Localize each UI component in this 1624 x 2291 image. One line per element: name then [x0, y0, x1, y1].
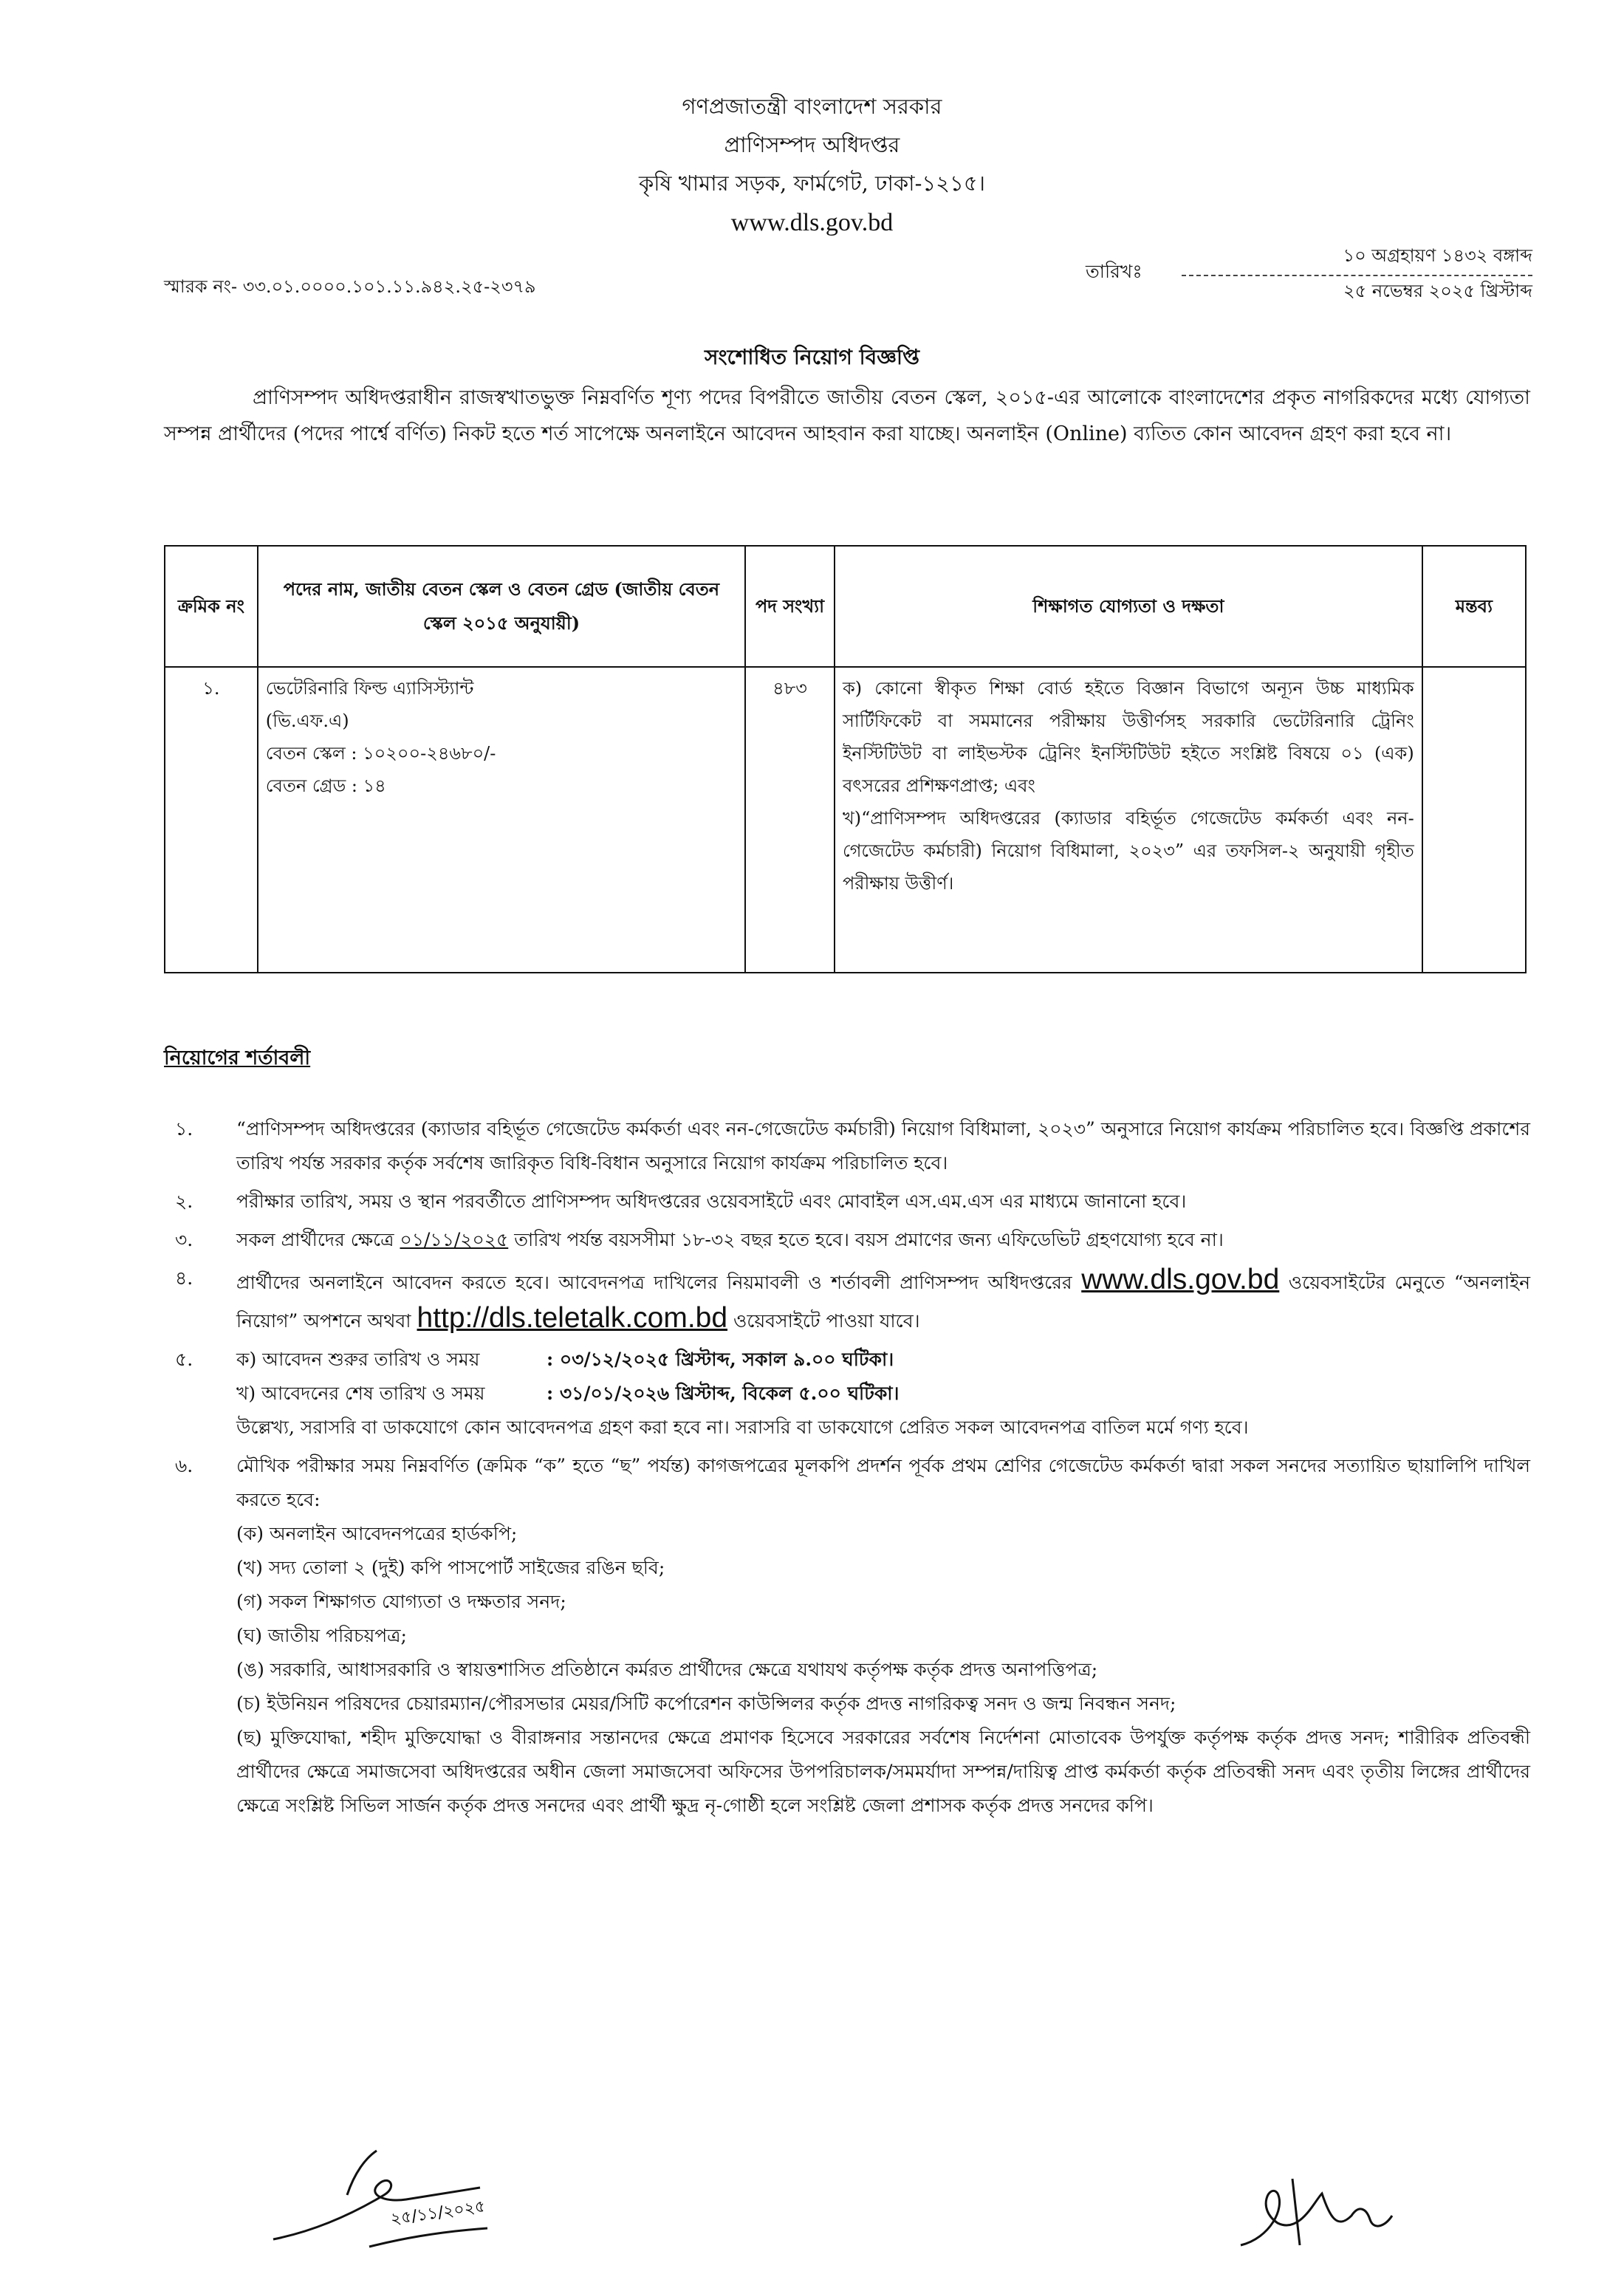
intro-paragraph	[164, 380, 1530, 452]
condition-number: ২.	[175, 1191, 193, 1212]
condition-number: ১.	[175, 1118, 193, 1140]
teletalk-website-link[interactable]: http://dls.teletalk.com.bd	[417, 1302, 728, 1334]
condition-number: ৬.	[175, 1455, 193, 1476]
online-apply-text: প্রার্থীদের অনলাইনে আবেদন করতে হবে। আবেদনপত্র দাখিলের নিয়মাবলী ও শর্তাবলী প্রাণিসম্পদ অধিদপ্তরের	[236, 1272, 1072, 1293]
documents-intro: মৌখিক পরীক্ষার সময় নিম্নবর্ণিত (ক্রমিক “ক” হতে “ছ” পর্যন্ত) কাগজপত্রের মূলকপি প্রদর্শন পূর্বক প্রথম শ্রেণির গেজেটেড কর্মকর্তা দ্বারা সকল সনদের সত্যায়িত ছায়ালিপি দাখিল করতে হবে:	[236, 1455, 1530, 1510]
document-item: (ঙ) সরকারি, আধাসরকারি ও স্বায়ত্তশাসিত প্রতিষ্ঠানে কর্মরত প্রার্থীদের ক্ষেত্রে যথাযথ কর্তৃপক্ষ কর্তৃক প্রদত্ত অনাপত্তিপত্র;	[236, 1659, 1098, 1680]
pay-grade: বেতন গ্রেড : ১৪	[265, 775, 386, 796]
conditions-heading: নিয়োগের শর্তাবলী	[164, 1047, 311, 1069]
qualification-a: ক) কোনো স্বীকৃত শিক্ষা বোর্ড হইতে বিজ্ঞান বিভাগে অন্যূন উচ্চ মাধ্যমিক সার্টিফিকেট বা সমমানের পরীক্ষায় উত্তীর্ণসহ সরকারি ভেটেরিনারি ট্রেনিং ইনস্টিটিউট বা লাইভস্টক ট্রেনিং ইনস্টিটিউট হইতে সংশ্লিষ্ট বিষয়ে ০১ (এক) বৎসরের প্রশিক্ষণপ্রাপ্ত; এবং	[842, 678, 1414, 796]
condition-1	[164, 1112, 1530, 1180]
document-item: (চ) ইউনিয়ন পরিষদের চেয়ারম্যান/পৌরসভার মেয়র/সিটি কর্পোরেশন কাউন্সিলর কর্তৃক প্রদত্ত নাগরিকত্ব সনদ ও জন্ম নিবন্ধন সনদ;	[236, 1693, 1176, 1714]
application-end	[236, 1377, 1530, 1411]
office-header	[0, 87, 1624, 244]
date-english: ২৫ নভেম্বর ২০২৫ খ্রিস্টাব্দ	[1343, 281, 1532, 301]
col-post: পদের নাম, জাতীয় বেতন স্কেল ও বেতন গ্রেড (জাতীয় বেতন স্কেল ২০১৫ অনুযায়ী)	[258, 546, 745, 667]
vacancy-table	[164, 545, 1527, 973]
government-name: গণপ্রজাতন্ত্রী বাংলাদেশ সরকার	[682, 94, 942, 119]
post-abbreviation: (ভি.এফ.এ)	[265, 710, 349, 731]
document-item: (ক) অনলাইন আবেদনপত্রের হার্ডকপি;	[236, 1523, 518, 1544]
condition-number: ৩.	[175, 1229, 193, 1250]
col-remarks: মন্তব্য	[1422, 546, 1526, 667]
age-text-after: তারিখ পর্যন্ত বয়সসীমা ১৮-৩২ বছর হতে হবে। বয়স প্রমাণের জন্য এফিডেভিট গ্রহণযোগ্য হবে না।	[514, 1229, 1224, 1250]
condition-text	[236, 1261, 1530, 1338]
intro-text: প্রাণিসম্পদ অধিদপ্তরাধীন রাজস্বখাতভুক্ত নিম্নবর্ণিত শূণ্য পদের বিপরীতে জাতীয় বেতন স্কেল, ২০১৫-এর আলোকে বাংলাদেশের প্রকৃত নাগরিকদের মধ্যে যোগ্যতা সম্পন্ন প্রার্থীদের (পদের পার্শ্বে বর্ণিত) নিকট হতে শর্ত সাপেক্ষে অনলাইনে আবেদন আহবান করা যাচ্ছে। অনলাইন (Online) ব্যতিত কোন আবেদন গ্রহণ করা হবে না।	[164, 386, 1530, 445]
vacancy-table-header	[165, 546, 1526, 667]
row-remarks	[1422, 667, 1526, 973]
age-cutoff-date: ০১/১১/২০২৫	[400, 1229, 509, 1250]
table-row	[165, 667, 1526, 973]
online-menu-text: ওয়েবসাইটের মেনুতে “অনলাইন নিয়োগ” অপশনে অথবা	[236, 1272, 1530, 1332]
postal-note: উল্লেখ্য, সরাসরি বা ডাকযোগে কোন আবেদনপত্র গ্রহণ করা হবে না। সরাসরি বা ডাকযোগে প্রেরিত সকল আবেদনপত্র বাতিল মর্মে গণ্য হবে।	[236, 1417, 1249, 1438]
condition-4	[164, 1261, 1530, 1338]
date-block	[1086, 235, 1544, 309]
condition-number: ৫.	[175, 1349, 193, 1370]
row-post	[258, 667, 745, 973]
right-signature	[1226, 2164, 1403, 2267]
conditions-list	[164, 1080, 1530, 1823]
qualification-b: খ)“প্রাণিসম্পদ অধিদপ্তরের (ক্যাডার বহির্ভূত গেজেটেড কর্মকর্তা এবং নন-গেজেটেড কর্মচারী) নিয়োগ বিধিমালা, ২০২৩” এর তফসিল-২ অনুযায়ী গৃহীত পরীক্ষায় উত্তীর্ণ।	[842, 808, 1414, 894]
condition-number: ৪.	[175, 1267, 193, 1289]
condition-text: পরীক্ষার তারিখ, সময় ও স্থান পরবর্তীতে প্রাণিসম্পদ অধিদপ্তরের ওয়েবসাইটে এবং মোবাইল এস.এম.এস এর মাধ্যমে জানানো হবে।	[236, 1191, 1187, 1212]
document-item: (ছ) মুক্তিযোদ্ধা, শহীদ মুক্তিযোদ্ধা ও বীরাঙ্গনার সন্তানদের ক্ষেত্রে প্রমাণক হিসেবে সরকারের সর্বশেষ নির্দেশনা মোতাবেক উপর্যুক্ত কর্তৃপক্ষ কর্তৃক প্রদত্ত সনদ; শারীরিক প্রতিবন্ধী প্রার্থীদের ক্ষেত্রে সমাজসেবা অধিদপ্তরের অধীন জেলা সমাজসেবা অফিসের উপপরিচালক/সমমর্যাদা সম্পন্ন/দায়িত্ব প্রাপ্ত কর্মকর্তা কর্তৃক প্রতিবন্ধী সনদ এবং তৃতীয় লিঙ্গের প্রার্থীদের ক্ষেত্রে সংশ্লিষ্ট সিভিল সার্জন কর্তৃক প্রদত্ত সনদের এবং প্রার্থী ক্ষুদ্র নৃ-গোষ্ঠী হলে সংশ্লিষ্ট জেলা প্রশাসক কর্তৃক প্রদত্ত সনদের কপি।	[236, 1727, 1531, 1816]
condition-5	[164, 1343, 1530, 1445]
condition-text	[236, 1223, 1530, 1257]
row-qualification	[835, 667, 1422, 973]
col-qualification: শিক্ষাগত যোগ্যতা ও দক্ষতা	[835, 546, 1422, 667]
condition-6	[164, 1449, 1530, 1823]
start-value: : ০৩/১২/২০২৫ খ্রিস্টাব্দ, সকাল ৯.০০ ঘটিকা।	[547, 1349, 894, 1370]
end-value: : ৩১/০১/২০২৬ খ্রিস্টাব্দ, বিকেল ৫.০০ ঘটিকা।	[547, 1383, 900, 1404]
document-item: (ঘ) জাতীয় পরিচয়পত্র;	[236, 1625, 407, 1646]
left-signature	[258, 2129, 510, 2276]
dls-website-link[interactable]: www.dls.gov.bd	[1081, 1264, 1280, 1295]
post-name: ভেটেরিনারি ফিল্ড এ্যাসিস্ট্যান্ট	[265, 678, 474, 699]
condition-2	[164, 1185, 1530, 1219]
handwritten-initials-icon	[258, 2129, 510, 2276]
age-text-before: সকল প্রার্থীদের ক্ষেত্রে	[236, 1229, 394, 1250]
date-label: তারিখঃ	[1086, 261, 1142, 282]
date-bangla: ১০ অগ্রহায়ণ ১৪৩২ বঙ্গাব্দ	[1182, 242, 1532, 276]
condition-text: “প্রাণিসম্পদ অধিদপ্তরের (ক্যাডার বহির্ভূত গেজেটেড কর্মকর্তা এবং নন-গেজেটেড কর্মচারী) নিয়োগ বিধিমালা, ২০২৩” অনুসারে নিয়োগ কার্যক্রম পরিচালিত হবে। বিজ্ঞপ্তি প্রকাশের তারিখ পর্যন্ত সরকার কর্তৃক সর্বশেষ জারিকৃত বিধি-বিধান অনুসারে নিয়োগ কার্যক্রম পরিচালিত হবে।	[236, 1118, 1530, 1174]
pay-scale: বেতন স্কেল : ১০২০০-২৪৬৮০/-	[265, 743, 496, 764]
notice-title: সংশোধিত নিয়োগ বিজ্ঞপ্তি	[704, 345, 920, 369]
office-website[interactable]: www.dls.gov.bd	[730, 209, 894, 236]
application-start	[236, 1343, 1530, 1377]
row-post-count: ৪৮৩	[745, 667, 835, 973]
signature-date: ২৫/১১/২০২৫	[389, 2197, 487, 2229]
col-count: পদ সংখ্যা	[745, 546, 835, 667]
office-address: কৃষি খামার সড়ক, ফার্মগেট, ঢাকা-১২১৫।	[638, 171, 986, 196]
document-item: (গ) সকল শিক্ষাগত যোগ্যতা ও দক্ষতার সনদ;	[236, 1591, 566, 1612]
condition-3	[164, 1223, 1530, 1257]
row-serial: ১.	[165, 667, 258, 973]
memo-number: স্মারক নং- ৩৩.০১.০০০০.১০১.১১.৯৪২.২৫-২৩৭৯	[164, 276, 536, 297]
document-item: (খ) সদ্য তোলা ২ (দুই) কপি পাসপোর্ট সাইজের রঙিন ছবি;	[236, 1557, 665, 1578]
website-available-text: ওয়েবসাইটে পাওয়া যাবে।	[733, 1310, 920, 1332]
start-label: ক) আবেদন শুরুর তারিখ ও সময়	[236, 1349, 480, 1370]
end-label: খ) আবেদনের শেষ তারিখ ও সময়	[236, 1383, 485, 1404]
col-serial: ক্রমিক নং	[165, 546, 258, 667]
handwritten-signature-icon	[1226, 2164, 1403, 2267]
department-name: প্রাণিসম্পদ অধিদপ্তর	[724, 132, 900, 157]
